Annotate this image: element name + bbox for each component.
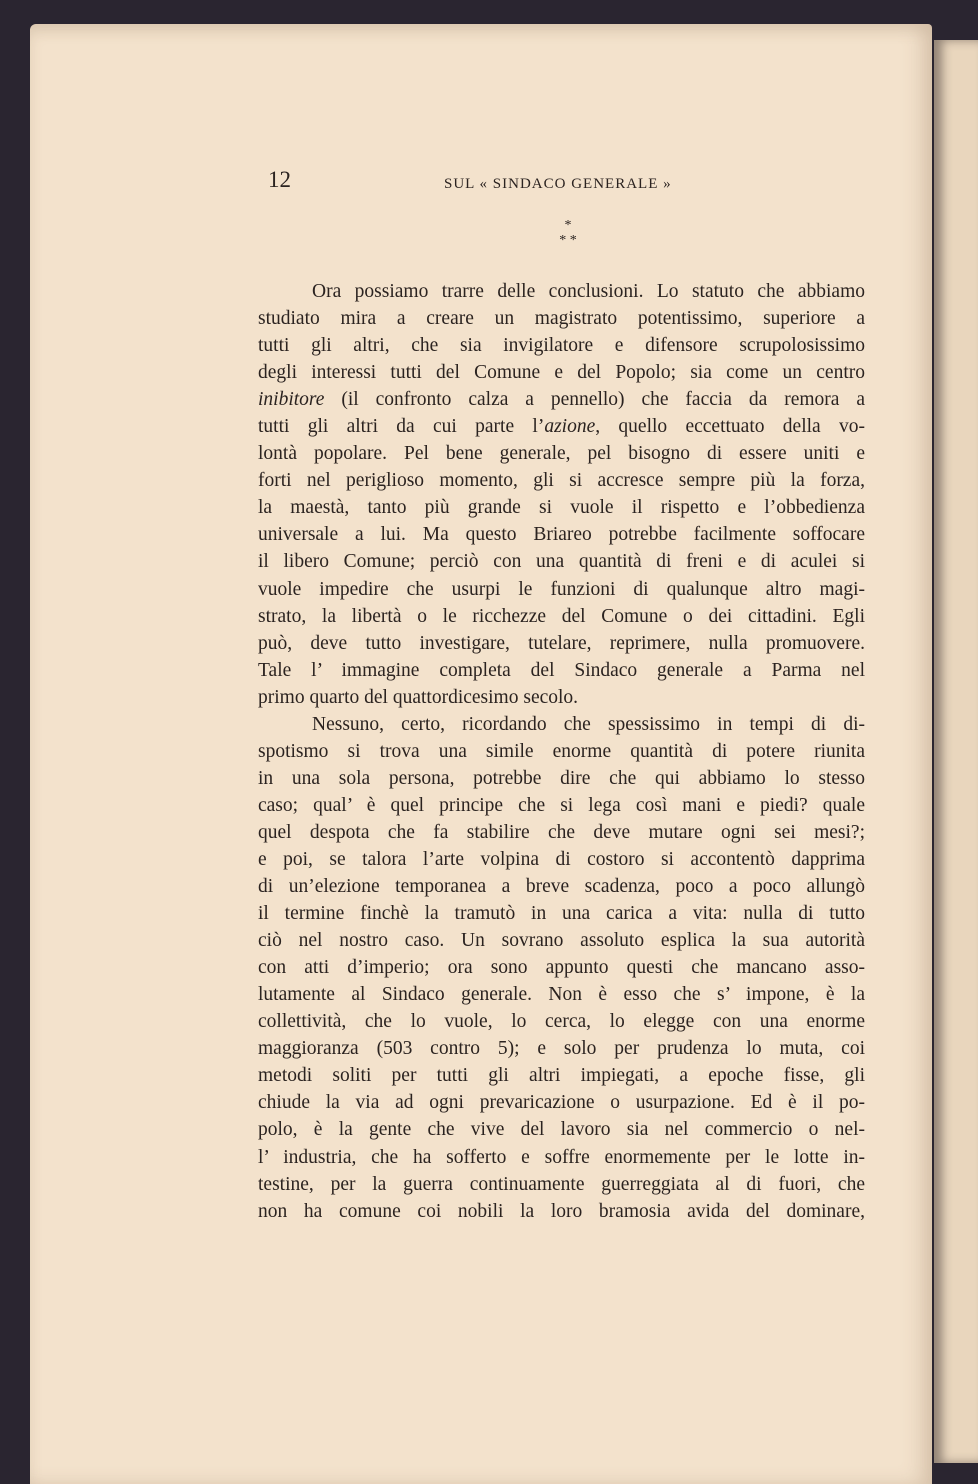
running-title: SUL « SINDACO GENERALE » <box>444 176 672 192</box>
line-text: con atti d’imperio; ora sono appunto questi che mancano asso- <box>258 957 865 979</box>
text-line <box>258 603 865 630</box>
text-line <box>258 981 865 1008</box>
text-line <box>258 873 865 900</box>
text-line <box>258 1116 865 1143</box>
line-text: ciò nel nostro caso. Un sovrano assoluto esplica la sua autorità <box>258 930 865 952</box>
text-line <box>258 927 865 954</box>
text-line <box>258 1008 865 1035</box>
text-line <box>258 521 865 548</box>
text-line <box>258 413 865 440</box>
ornament-bottom: * * <box>559 233 577 248</box>
line-text: collettività, che lo vuole, lo cerca, lo elegge con una enorme <box>258 1011 865 1033</box>
line-text: l’ industria, che ha sofferto e soffre enormemente per le lotte in- <box>258 1146 865 1168</box>
line-text: universale a lui. Ma questo Briareo potrebbe facilmente soffocare <box>258 524 865 546</box>
line-text: quel despota che fa stabilire che deve mutare ogni sei mesi?; <box>258 821 865 843</box>
text-line <box>258 657 865 684</box>
text-line <box>258 819 865 846</box>
text-line <box>258 548 865 575</box>
line-text: forti nel periglioso momento, gli si accresce sempre più la forza, <box>258 470 865 492</box>
text-line <box>258 1171 865 1198</box>
line-text: studiato mira a creare un magistrato potentissimo, superiore a <box>258 308 865 330</box>
line-text: vuole impedire che usurpi le funzioni di qualunque altro magi- <box>258 578 865 600</box>
line-text: la maestà, tanto più grande si vuole il rispetto e l’obbedienza <box>258 497 865 519</box>
italic-word: inibitore <box>258 389 325 411</box>
text-line <box>258 386 865 413</box>
line-text: chiude la via ad ogni prevaricazione o usurpazione. Ed è il po- <box>258 1092 865 1114</box>
text-line <box>258 900 865 927</box>
text-line <box>258 765 865 792</box>
line-text: il termine finchè la tramutò in una carica a vita: nulla di tutto <box>258 903 865 925</box>
text-line <box>258 1198 865 1225</box>
line-text: testine, per la guerra continuamente guerreggiata al di fuori, che <box>258 1173 865 1195</box>
text-line <box>258 359 865 386</box>
line-text: degli interessi tutti del Comune e del Popolo; sia come un centro <box>258 362 865 384</box>
line-text: primo quarto del quattordicesimo secolo. <box>258 686 579 708</box>
text-line <box>258 576 865 603</box>
line-text: in una sola persona, potrebbe dire che qui abbiamo lo stesso <box>258 767 865 789</box>
line-text: il libero Comune; perciò con una quantità di freni e di aculei si <box>258 551 865 573</box>
line-text: tutti gli altri, che sia invigilatore e difensore scrupolosissimo <box>258 335 865 357</box>
text-line <box>258 792 865 819</box>
text-line <box>258 278 865 305</box>
line-text: polo, è la gente che vive del lavoro sia nel commercio o nel- <box>258 1119 865 1141</box>
line-text: tutti gli altri da cui parte l’ <box>258 416 545 438</box>
text-line <box>258 305 865 332</box>
line-text: strato, la libertà o le ricchezze del Comune o dei cittadini. Egli <box>258 605 865 627</box>
italic-word: azione <box>544 416 596 438</box>
line-text: lutamente al Sindaco generale. Non è esso che s’ impone, è la <box>258 984 865 1006</box>
line-text: di un’elezione temporanea a breve scadenza, poco a poco allungò <box>258 876 865 898</box>
line-text: e poi, se talora l’arte volpina di costoro si accontentò dapprima <box>258 848 865 870</box>
adjacent-page-edge <box>934 40 978 1463</box>
line-text: Ora possiamo trarre delle conclusioni. Lo statuto che abbiamo <box>312 281 865 302</box>
text-line <box>258 684 865 711</box>
text-line <box>258 467 865 494</box>
line-text: (il confronto calza a pennello) che faccia da remora a <box>324 389 865 411</box>
text-line <box>258 440 865 467</box>
ornament-top: * <box>564 218 572 233</box>
body-text <box>258 278 865 1225</box>
text-line <box>258 711 865 738</box>
text-line <box>258 846 865 873</box>
line-text: , quello eccettuato della vo- <box>595 416 865 438</box>
text-line <box>258 630 865 657</box>
line-text: metodi soliti per tutti gli altri impiegati, a epoche fisse, gli <box>258 1065 865 1087</box>
text-line <box>258 954 865 981</box>
line-text: non ha comune coi nobili la loro bramosia avida del dominare, <box>258 1200 865 1222</box>
text-line <box>258 1062 865 1089</box>
line-text: caso; qual’ è quel principe che si lega così mani e piedi? quale <box>258 794 865 816</box>
line-text: Tale l’ immagine completa del Sindaco generale a Parma nel <box>258 659 865 681</box>
line-text: lontà popolare. Pel bene generale, pel bisogno di essere uniti e <box>258 443 865 465</box>
text-line <box>258 1144 865 1171</box>
text-line <box>258 1089 865 1116</box>
page-number: 12 <box>268 167 291 192</box>
line-text: può, deve tutto investigare, tutelare, reprimere, nulla promuovere. <box>258 632 865 654</box>
text-line <box>258 332 865 359</box>
line-text: spotismo si trova una simile enorme quantità di potere riunita <box>258 740 865 762</box>
text-line <box>258 738 865 765</box>
text-line <box>258 1035 865 1062</box>
line-text: maggioranza (503 contro 5); e solo per prudenza lo muta, coi <box>258 1038 865 1060</box>
text-line <box>258 494 865 521</box>
line-text: Nessuno, certo, ricordando che spessissimo in tempi di di- <box>312 713 865 735</box>
section-ornament <box>538 218 598 248</box>
